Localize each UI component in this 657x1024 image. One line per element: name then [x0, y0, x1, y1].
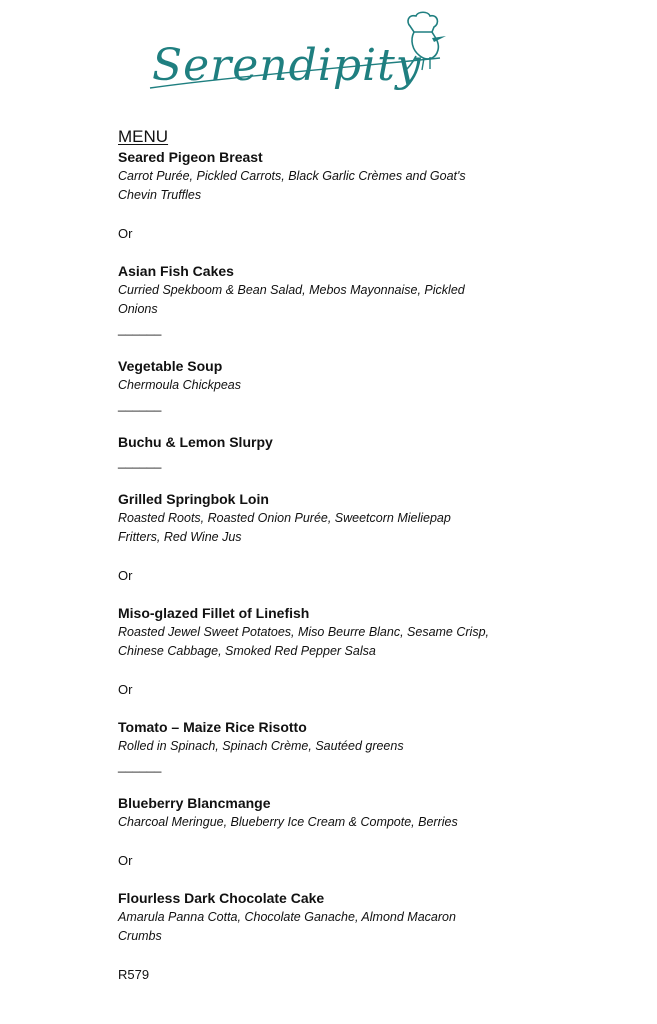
- course-blueberry-blancmange: [118, 794, 618, 832]
- item-title: Miso-glazed Fillet of Linefish: [118, 605, 310, 621]
- course-chocolate-cake: [118, 889, 618, 946]
- item-desc: Carrot Purée, Pickled Carrots, Black Garlic Crèmes and Goat's: [118, 169, 466, 183]
- course-tomato-risotto: [118, 718, 618, 756]
- course-buchu-slurpy: [118, 433, 618, 452]
- serendipity-logo-graphic: [140, 8, 460, 123]
- course-vegetable-soup: [118, 357, 618, 395]
- item-title: Blueberry Blancmange: [118, 795, 271, 811]
- menu-price: R579: [118, 967, 150, 982]
- item-title: Seared Pigeon Breast: [118, 149, 263, 165]
- or-divider: Or: [118, 853, 133, 868]
- item-title: Flourless Dark Chocolate Cake: [118, 890, 325, 906]
- item-desc: Roasted Jewel Sweet Potatoes, Miso Beurre Blanc, Sesame Crisp,: [118, 625, 490, 639]
- item-title: Grilled Springbok Loin: [118, 491, 269, 507]
- menu-heading: MENU: [118, 127, 169, 146]
- item-desc: Chermoula Chickpeas: [118, 378, 241, 392]
- or-divider: Or: [118, 568, 133, 583]
- course-asian-fish-cakes: [118, 262, 618, 319]
- item-title: Vegetable Soup: [118, 358, 223, 374]
- item-desc: Charcoal Meringue, Blueberry Ice Cream & Compote, Berries: [118, 815, 458, 829]
- course-separator: ______: [118, 758, 162, 773]
- item-desc: Chinese Cabbage, Smoked Red Pepper Salsa: [118, 644, 376, 658]
- or-divider: Or: [118, 682, 133, 697]
- course-miso-linefish: [118, 604, 618, 661]
- item-title: Buchu & Lemon Slurpy: [118, 434, 273, 450]
- or-divider: Or: [118, 226, 133, 241]
- menu-content: [118, 127, 618, 984]
- item-desc: Onions: [118, 302, 158, 316]
- course-seared-pigeon: [118, 148, 618, 205]
- item-title: Asian Fish Cakes: [118, 263, 234, 279]
- item-desc: Roasted Roots, Roasted Onion Purée, Sweetcorn Mieliepap: [118, 511, 451, 525]
- item-desc: Fritters, Red Wine Jus: [118, 530, 242, 544]
- item-desc: Crumbs: [118, 929, 162, 943]
- course-separator: ______: [118, 321, 162, 336]
- course-separator: ______: [118, 397, 162, 412]
- item-title: Tomato – Maize Rice Risotto: [118, 719, 307, 735]
- course-springbok-loin: [118, 490, 618, 547]
- course-separator: ______: [118, 454, 162, 469]
- item-desc: Rolled in Spinach, Spinach Crème, Sautéed greens: [118, 739, 404, 753]
- item-desc: Amarula Panna Cotta, Chocolate Ganache, Almond Macaron: [118, 910, 456, 924]
- serendipity-logo: [140, 8, 460, 123]
- item-desc: Curried Spekboom & Bean Salad, Mebos Mayonnaise, Pickled: [118, 283, 465, 297]
- item-desc: Chevin Truffles: [118, 188, 202, 202]
- logo-wordmark: Serendipity: [152, 40, 422, 91]
